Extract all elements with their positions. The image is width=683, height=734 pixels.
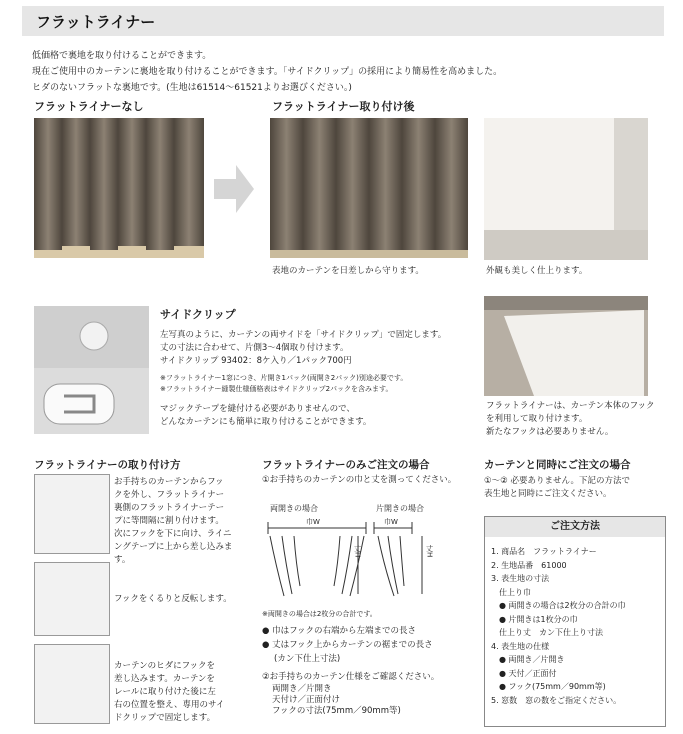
side-clip-line: どんなカーテンにも簡単に取り付けることができます。 <box>160 416 372 427</box>
side-clip-line: 左写真のように、カーテンの両サイドを「サイドクリップ」で固定します。 <box>160 329 447 340</box>
intro-line: ヒダのないフラットな裏地です。(生地は61514〜61521よりお選びください。) <box>32 83 352 93</box>
hook-caption-line: 新たなフックは必要ありません。 <box>486 427 614 437</box>
side-clip-line: 丈の寸法に合わせて、片側3〜4個取り付けます。 <box>160 342 349 353</box>
before-label: フラットライナーなし <box>34 100 144 113</box>
ryo-label: 両開きの場合 <box>270 504 318 513</box>
width-label: 巾W <box>306 518 320 526</box>
order-list <box>485 545 665 707</box>
order-item: ● フック(75mm／90mm等) <box>491 682 606 691</box>
after-label: フラットライナー取り付け後 <box>272 100 415 113</box>
order-item: ● 片開きは1枚分の巾 <box>491 614 578 624</box>
order-item: ● 両開きの場合は2枚分の合計の巾 <box>491 601 626 610</box>
caption-after: 表地のカーテンを日差しから守ります。 <box>272 266 424 276</box>
step-line: レールに取り付けた後に左 <box>114 687 216 697</box>
only-step1: ①お手持ちのカーテンの巾と丈を測ってください。 <box>262 475 457 485</box>
height-label: 丈H <box>425 545 434 558</box>
caption-back: 外観も美しく仕上ります。 <box>486 266 588 276</box>
only-bullets <box>262 624 433 666</box>
order-method-box <box>484 516 666 727</box>
spec-line: 天付け／正面付け <box>272 695 341 705</box>
bullet-line: (カン下仕上寸法) <box>274 654 341 664</box>
height-label: 丈H <box>353 545 362 558</box>
side-clip-lines2 <box>160 403 480 429</box>
install-step3-image <box>34 644 110 724</box>
back-lining-photo <box>484 118 648 260</box>
clip-illustration <box>34 306 149 434</box>
before-curtain-photo <box>34 118 204 258</box>
with-line: 表生地と同時にご注文ください。 <box>484 489 612 499</box>
intro-text <box>32 48 652 96</box>
step2-line: ②お手持ちのカーテン仕様をご確認ください。 <box>262 672 440 682</box>
side-clip-note: ※フラットライナー縫製仕様価格表はサイドクリップ2パックを含みます。 <box>160 384 393 393</box>
order-item: 仕上り丈 カン下仕上り寸法 <box>491 628 603 637</box>
install-step2-image <box>34 562 110 636</box>
step-line: プに等間隔に割り付けます。 <box>114 516 224 526</box>
order-item: 4. 表生地の仕様 <box>491 641 550 651</box>
hook-illustration <box>484 296 648 396</box>
install-step1-image <box>34 474 110 554</box>
spec-line: 両開き／片開き <box>272 684 332 694</box>
side-clip-line: マジックテープを縫付ける必要がありませんので、 <box>160 403 355 414</box>
install-step1-text <box>114 476 254 567</box>
order-item: 2. 生地品番 61000 <box>491 560 567 570</box>
install-title: フラットライナーの取り付け方 <box>34 459 181 471</box>
step-line: 次にフックを下に向け、ライニ <box>114 529 232 539</box>
side-clip-note: ※フラットライナー1窓につき、片開き1パック(両開き2パック)別途必要です。 <box>160 373 408 382</box>
lining-illustration <box>484 118 648 260</box>
spec-line: フックの寸法(75mm／90mm等) <box>272 706 401 716</box>
step-line: カーテンのヒダにフックを <box>114 661 215 671</box>
arrow-right-icon <box>214 165 254 213</box>
side-clip-photo <box>34 306 149 434</box>
with-line: ①〜② 必要ありません。下記の方法で <box>484 476 630 486</box>
hook-caption-line: を利用して取り付けます。 <box>486 414 588 424</box>
order-item: ● 天付／正面付 <box>491 668 557 678</box>
bullet-line: ● 巾はフックの右端から左端までの長さ <box>262 626 417 636</box>
side-clip-notes <box>160 373 480 395</box>
step-line: 差し込みます。カーテンを <box>114 674 215 684</box>
title-bar <box>22 6 664 36</box>
step-line: お手持ちのカーテンからフッ <box>114 477 224 487</box>
page-title: フラットライナー <box>36 13 156 31</box>
side-clip-lines <box>160 329 480 368</box>
hook-photo <box>484 296 648 396</box>
hook-caption-line: フラットライナーは、カーテン本体のフック <box>486 401 655 411</box>
hook-caption <box>486 400 655 439</box>
order-title: ご注文方法 <box>485 517 665 537</box>
with-text <box>484 475 630 501</box>
order-item: 3. 表生地の寸法 <box>491 574 550 583</box>
curtain-illustration <box>270 118 468 258</box>
only-title: フラットライナーのみご注文の場合 <box>262 459 430 471</box>
side-clip-text <box>160 308 480 429</box>
curtain-diagram <box>262 514 442 604</box>
only-step2 <box>262 670 439 717</box>
kata-label: 片開きの場合 <box>376 504 424 513</box>
order-item: 5. 窓数 窓の数をご指定ください。 <box>491 695 622 705</box>
order-item: ● 両開き／片開き <box>491 655 565 664</box>
step-line: ングテープに上から差し込みま <box>114 542 233 552</box>
install-step3-text <box>114 660 254 725</box>
curtain-illustration <box>34 118 204 258</box>
step-line: す。 <box>114 555 131 565</box>
bullet-line: ● 丈はフック上からカーテンの裾までの長さ <box>262 640 433 650</box>
step-line: ドクリップで固定します。 <box>114 713 216 723</box>
intro-line: 低価格で裏地を取り付けることができます。 <box>32 51 212 61</box>
after-curtain-photo <box>270 118 468 258</box>
side-clip-title: サイドクリップ <box>160 308 236 321</box>
side-clip-line: サイドクリップ 93402：8ケ入り／1パック700円 <box>160 355 352 366</box>
only-note: ※両開きの場合は2枚分の合計です。 <box>262 610 377 618</box>
step-line: クを外し、フラットライナー <box>114 490 225 500</box>
width-label: 巾W <box>384 518 398 526</box>
step-line: 裏側のフラットライナーテー <box>114 503 225 513</box>
order-item: 1. 商品名 フラットライナー <box>491 547 597 556</box>
intro-line: 現在ご使用中のカーテンに裏地を取り付けることができます。「サイドクリップ」の採用により簡易性を高めました。 <box>32 67 503 77</box>
order-item: 仕上り巾 <box>491 587 531 597</box>
step-line: 右の位置を整え、専用のサイ <box>114 700 225 710</box>
with-title: カーテンと同時にご注文の場合 <box>484 459 631 471</box>
install-step2-text: フックをくるりと反転します。 <box>114 594 232 604</box>
